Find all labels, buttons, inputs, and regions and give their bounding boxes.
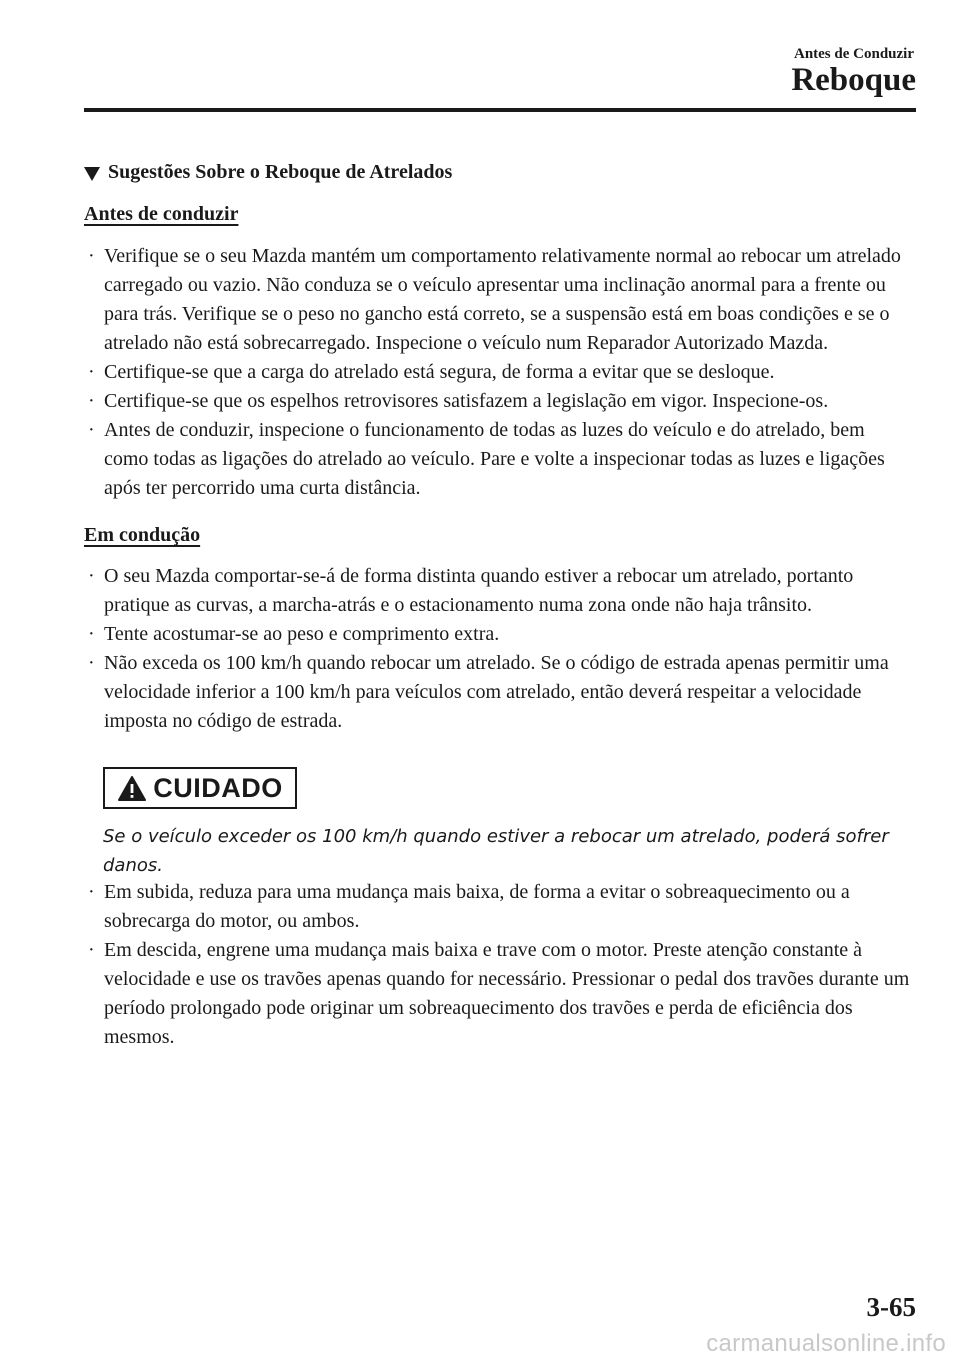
bullet-icon: · — [88, 390, 95, 412]
list-item: · O seu Mazda comportar-se-á de forma distinta quando estiver a rebocar um atrelado, portanto pratique as curvas, a marcha-atrás e o estacionamento numa zona onde não haja trânsito. — [84, 562, 914, 620]
warning-triangle-icon — [117, 775, 147, 802]
subheading-driving: Em condução — [84, 524, 201, 546]
bullet-icon: · — [88, 652, 95, 674]
page-number: 3-65 — [866, 1292, 916, 1322]
section-title — [84, 161, 452, 184]
list-item: · Verifique se o seu Mazda mantém um comportamento relativamente normal ao rebocar um atrelado carregado ou vazio. Não conduza se o veículo apresentar uma inclinação anormal para a frente ou para trás. Verifique se o peso no gancho está correto, se a suspensão está em boas condições e se o atrelado não está sobrecarregado. Inspecione o veículo num Reparador Autorizado Mazda. — [84, 242, 914, 358]
section-header: Reboque — [791, 62, 916, 98]
before-driving-list — [84, 242, 914, 503]
caution-label: CUIDADO — [153, 772, 283, 803]
caution-box — [103, 767, 297, 809]
chapter-header: Antes de Conduzir — [793, 46, 914, 62]
bullet-icon: · — [88, 939, 95, 961]
bullet-icon: · — [88, 419, 95, 441]
driving-list — [84, 562, 914, 736]
header-divider — [84, 108, 916, 112]
bullet-icon: · — [88, 361, 95, 383]
bullet-icon: · — [88, 245, 95, 267]
subheading-before-driving: Antes de conduzir — [84, 203, 239, 225]
list-item: · Certifique-se que os espelhos retrovisores satisfazem a legislação em vigor. Inspecione-os. — [84, 387, 914, 416]
watermark: carmanualsonline.info — [706, 1330, 946, 1357]
list-item: · Em descida, engrene uma mudança mais baixa e trave com o motor. Preste atenção constante à velocidade e use os travões apenas quando for necessário. Pressionar o pedal dos travões durante um período prolongado pode originar um sobreaquecimento dos travões e perda de eficiência dos mesmos. — [84, 936, 914, 1052]
driving-list-continued — [84, 878, 914, 1052]
bullet-icon: · — [88, 881, 95, 903]
bullet-icon: · — [88, 565, 95, 587]
list-item: · Em subida, reduza para uma mudança mais baixa, de forma a evitar o sobreaquecimento ou a sobrecarga do motor, ou ambos. — [84, 878, 914, 936]
list-item: · Certifique-se que a carga do atrelado está segura, de forma a evitar que se desloque. — [84, 358, 914, 387]
list-item: · Não exceda os 100 km/h quando rebocar um atrelado. Se o código de estrada apenas permitir uma velocidade inferior a 100 km/h para veículos com atrelado, então deverá respeitar a velocidade imposta no código de estrada. — [84, 649, 914, 736]
section-title-text: Sugestões Sobre o Reboque de Atrelados — [108, 161, 453, 183]
list-item: · Tente acostumar-se ao peso e comprimento extra. — [84, 620, 914, 649]
list-item: · Antes de conduzir, inspecione o funcionamento de todas as luzes do veículo e do atrelado, bem como todas as ligações do atrelado ao veículo. Pare e volte a inspecionar todas as luzes e ligações após ter percorrido uma curta distância. — [84, 416, 914, 503]
bullet-icon: · — [88, 623, 95, 645]
triangle-down-icon — [84, 167, 100, 181]
caution-text: Se o veículo exceder os 100 km/h quando estiver a rebocar um atrelado, poderá sofrer danos. — [103, 826, 889, 876]
